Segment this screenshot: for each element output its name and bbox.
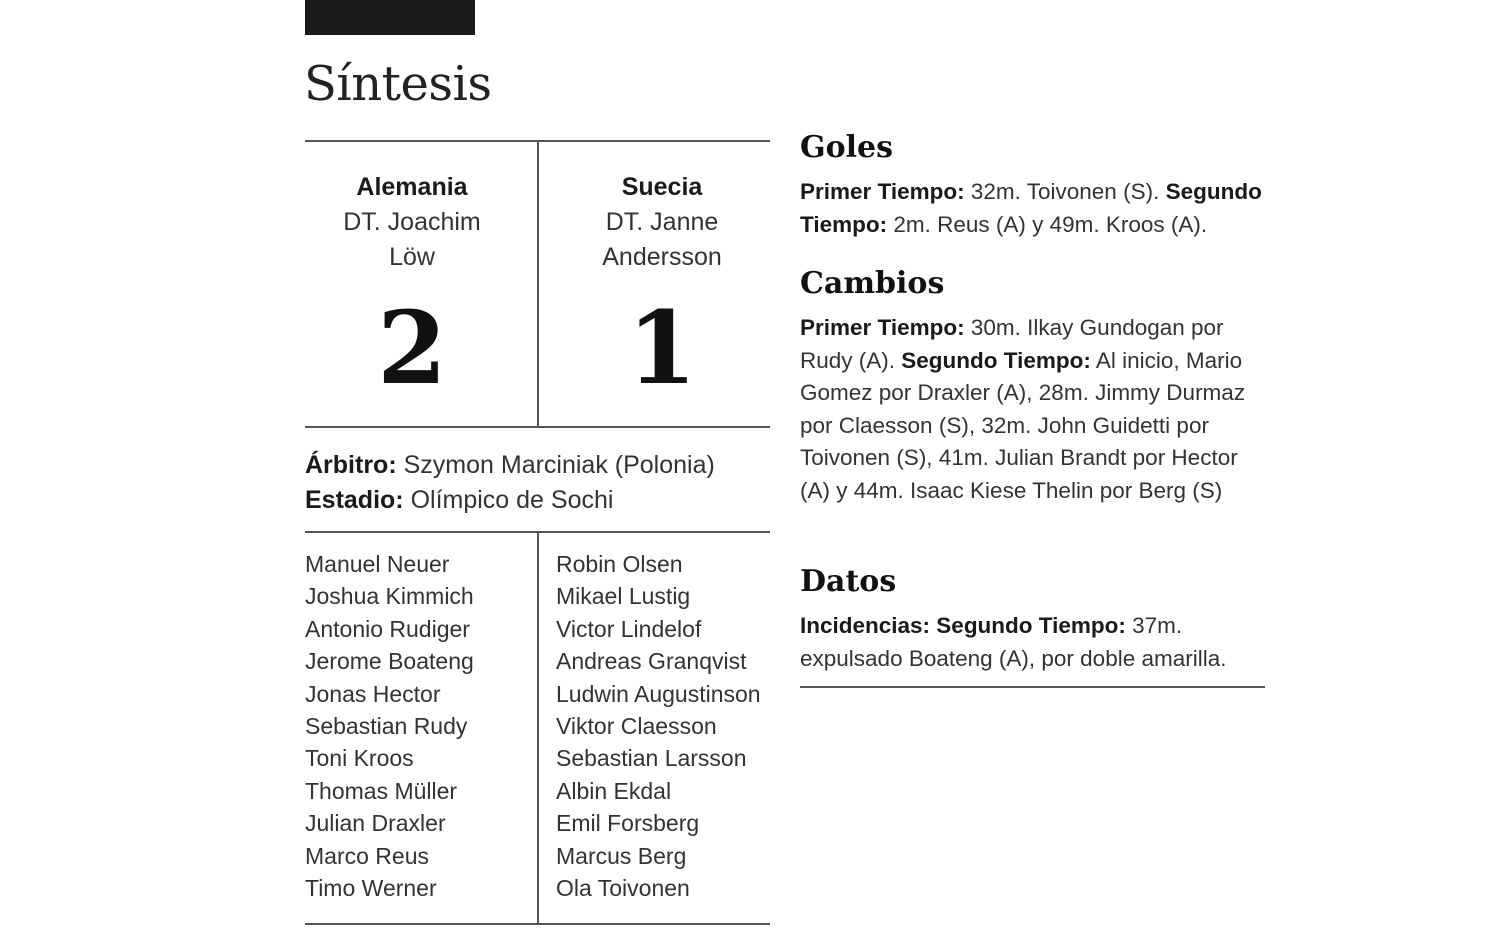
stadium-value: Olímpico de Sochi: [410, 486, 614, 514]
referee-line: [305, 448, 775, 483]
incidents-label: Incidencias: Segundo Tiempo:: [800, 613, 1126, 638]
coach-name: Löw: [389, 243, 435, 271]
team-name: Alemania: [356, 173, 468, 201]
list-item: Jonas Hector: [305, 680, 441, 707]
substitution-details: 30m. Ilkay Gundogan por Rudy (A).: [800, 315, 1224, 373]
datos-text: [800, 610, 1270, 675]
list-item: Toni Kroos: [305, 745, 414, 772]
away-team: [547, 170, 777, 275]
list-item: Viktor Claesson: [556, 713, 717, 740]
substitution-details: Al inicio, Mario Gomez por Draxler (A), 28m. Jimmy Durmaz por Claesson (S), 32m. John Guidetti por Toivonen (S), 41m. Julian Brandt por Hector (A) y 44m. Isaac Kiese Thelin por Berg (S): [800, 347, 1246, 503]
header-bar: [305, 0, 475, 35]
list-item: Sebastian Larsson: [556, 745, 747, 772]
list-item: Marcus Berg: [556, 842, 687, 869]
list-item: Antonio Rudiger: [305, 615, 470, 642]
list-item: Robin Olsen: [556, 551, 683, 577]
coach-name: DT. Joachim: [343, 208, 481, 236]
cambios-text: [800, 312, 1270, 507]
referee-label: Árbitro:: [305, 451, 397, 479]
divider: [305, 426, 770, 428]
goles-heading: Goles: [800, 130, 894, 165]
period-label: Segundo Tiempo:: [901, 347, 1091, 373]
coach-name: DT. Janne: [605, 208, 719, 236]
away-lineup: [556, 548, 761, 904]
lineup-divider: [537, 532, 539, 924]
list-item: Emil Forsberg: [556, 810, 700, 837]
match-info: [305, 448, 775, 518]
list-item: Jerome Boateng: [305, 648, 474, 675]
period-label: Primer Tiempo:: [800, 179, 965, 204]
list-item: Victor Lindelof: [556, 615, 702, 642]
goal-details: 32m. Toivonen (S).: [964, 179, 1166, 204]
divider: [800, 686, 1265, 688]
list-item: Sebastian Rudy: [305, 713, 468, 740]
period-label: Primer Tiempo:: [800, 315, 965, 340]
stadium-line: [305, 483, 775, 518]
list-item: Albin Ekdal: [556, 777, 672, 804]
list-item: Thomas Müller: [305, 777, 458, 804]
list-item: Ludwin Augustinson: [556, 680, 761, 707]
divider: [305, 923, 770, 925]
coach-name: Andersson: [602, 243, 722, 271]
list-item: Ola Toivonen: [556, 875, 690, 902]
list-item: Joshua Kimmich: [305, 583, 474, 610]
goles-text: [800, 176, 1270, 241]
home-score: 2: [377, 289, 447, 407]
list-item: Andreas Granqvist: [556, 648, 747, 675]
page-title: Síntesis: [304, 56, 492, 112]
incidents-details: 37m. expulsado Boateng (A), por doble amarilla.: [800, 613, 1227, 671]
home-lineup: [305, 548, 474, 904]
team-name: Suecia: [621, 173, 703, 201]
referee-value: Szymon Marciniak (Polonia): [403, 451, 715, 479]
datos-heading: Datos: [800, 564, 897, 599]
period-label: Segundo Tiempo:: [800, 179, 1262, 237]
home-team: [297, 170, 527, 275]
team-divider: [537, 141, 539, 427]
away-score: 1: [627, 289, 697, 407]
list-item: Mikael Lustig: [556, 583, 691, 610]
stadium-label: Estadio:: [305, 486, 404, 514]
goal-details: 2m. Reus (A) y 49m. Kroos (A).: [887, 211, 1208, 237]
cambios-heading: Cambios: [800, 266, 945, 301]
list-item: Marco Reus: [305, 842, 429, 869]
list-item: Julian Draxler: [305, 810, 446, 837]
list-item: Timo Werner: [305, 875, 437, 902]
list-item: Manuel Neuer: [305, 551, 450, 577]
